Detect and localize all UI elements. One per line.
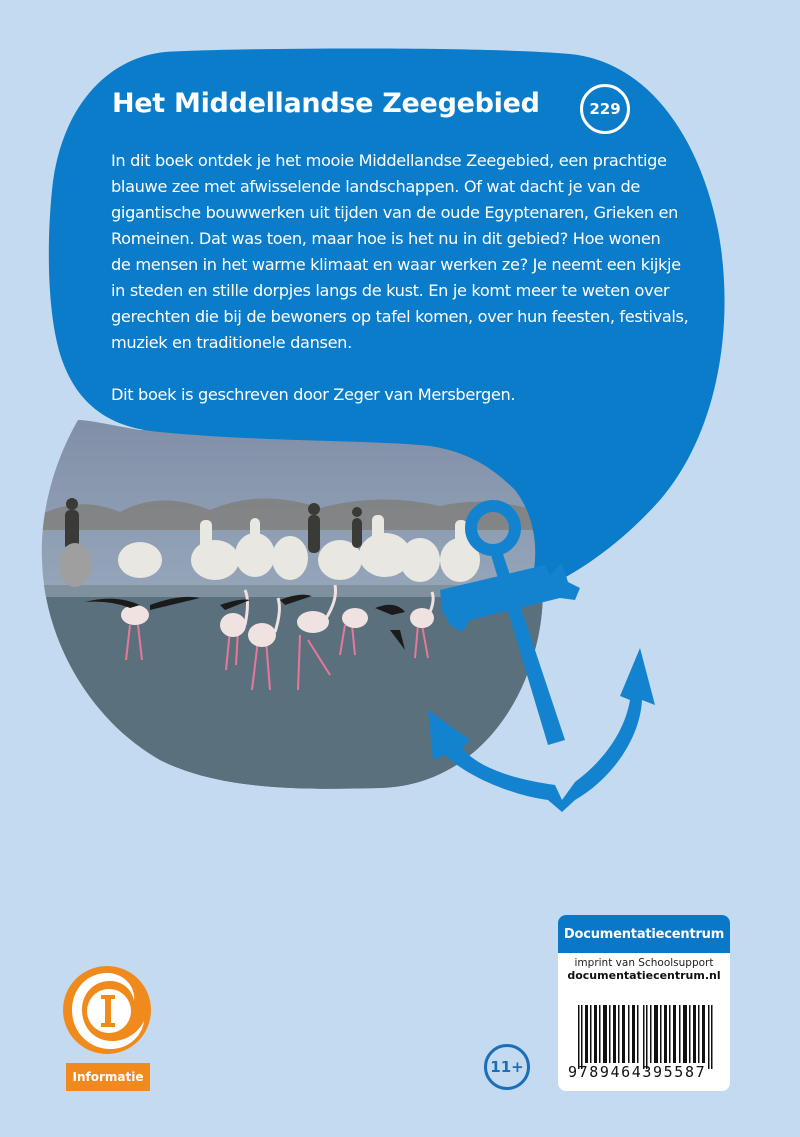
description-line: gerechten die bij de bewoners op tafel komen, over hun feesten, festivals, xyxy=(111,307,689,326)
publisher-card xyxy=(558,915,730,1091)
description-line: Romeinen. Dat was toen, maar hoe is het nu in dit gebied? Hoe wonen xyxy=(111,229,661,248)
isbn-number: 9789464395587 xyxy=(568,1063,707,1081)
description-line: gigantische bouwwerken uit tijden van de oude Egyptenaren, Grieken en xyxy=(111,203,679,222)
page-number-badge xyxy=(580,84,630,134)
description-line: de mensen in het warme klimaat en waar werken ze? Je neemt een kijkje xyxy=(111,255,681,274)
publisher-website: documentatiecentrum.nl xyxy=(567,969,721,982)
publisher-imprint: imprint van Schoolsupport xyxy=(574,957,714,969)
book-description xyxy=(111,148,689,408)
description-line: In dit boek ontdek je het mooie Middellandse Zeegebied, een prachtige xyxy=(111,151,667,170)
author-line: Dit boek is geschreven door Zeger van Mersbergen. xyxy=(111,385,516,404)
publisher-name: Documentatiecentrum xyxy=(558,915,730,953)
description-line: muziek en traditionele dansen. xyxy=(111,333,352,352)
page-number: 229 xyxy=(589,100,621,118)
description-line: in steden en stille dorpjes langs de kust. En je komt meer te weten over xyxy=(111,281,670,300)
description-line: blauwe zee met afwisselende landschappen. Of wat dacht je van de xyxy=(111,177,641,196)
age-badge xyxy=(484,1044,530,1090)
barcode-icon xyxy=(576,1005,718,1069)
informatie-label: Informatie xyxy=(66,1063,150,1091)
book-title: Het Middellandse Zeegebied xyxy=(112,88,540,119)
age-label: 11+ xyxy=(490,1058,524,1076)
